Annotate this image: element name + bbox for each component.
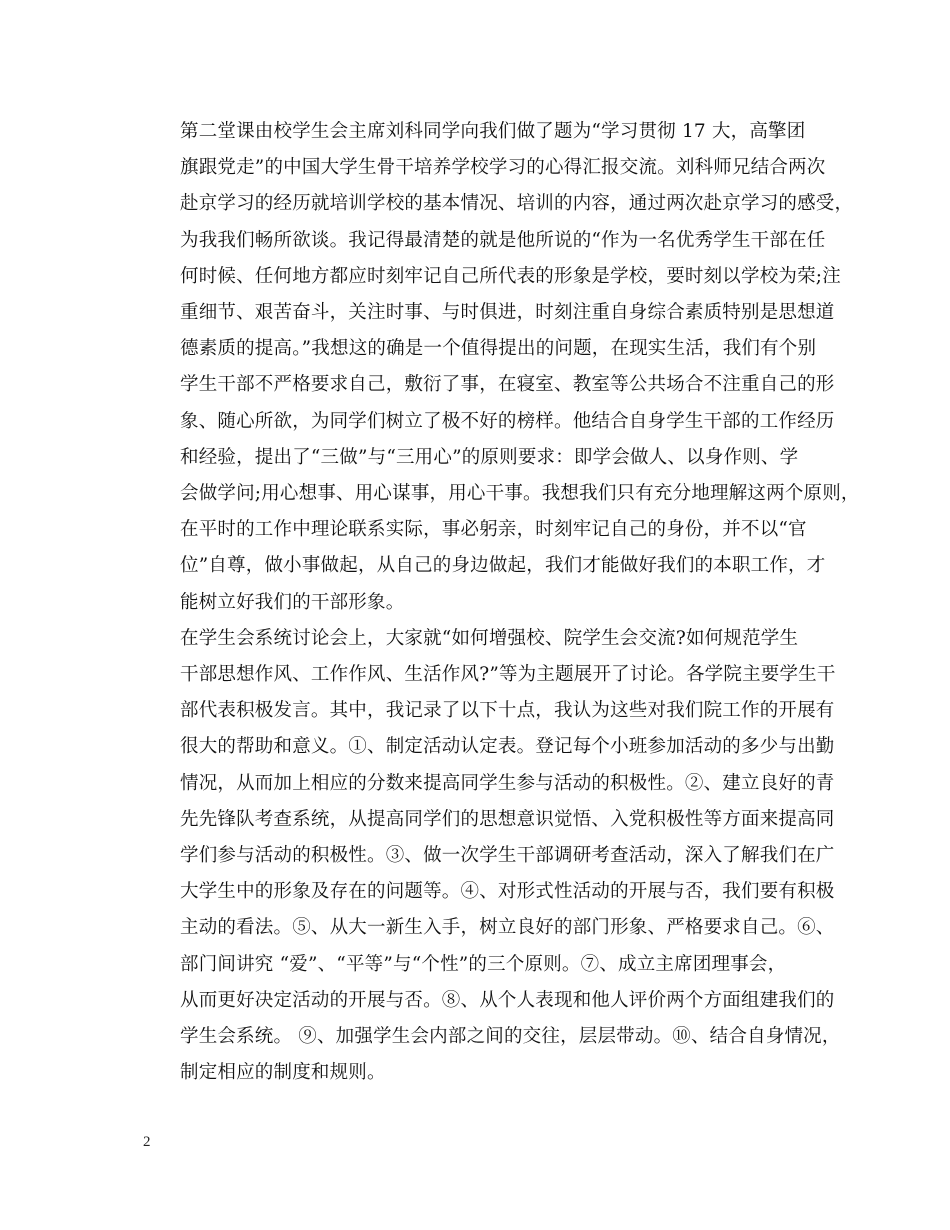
text-line: 学生干部不严格要求自己，敷衍了事，在寝室、教室等公共场合不注重自己的形: [180, 374, 835, 396]
text-line: 第二堂课由校学生会主席刘科同学向我们做了题为“学习贯彻 17 大，高擎团: [180, 121, 806, 142]
text-line: 会做学问;用心想事、用心谋事，用心干事。我想我们只有充分地理解这两个原则，: [180, 483, 860, 505]
text-line: 能树立好我们的干部形象。: [180, 591, 405, 613]
text-line: 很大的帮助和意义。①、制定活动认定表。登记每个小班参加活动的多少与出勤: [180, 736, 835, 758]
text-line: 赴京学习的经历就培训学校的基本情况、培训的内容，通过两次赴京学习的感受，: [180, 193, 854, 215]
paragraph-1: [143, 114, 860, 621]
text-line: 象、随心所欲，为同学们树立了极不好的榜样。他结合自身学生干部的工作经历: [180, 410, 835, 432]
text-line: 学们参与活动的积极性。③、做一次学生干部调研考查活动，深入了解我们在广: [180, 845, 835, 867]
text-line: 为我我们畅所欲谈。我记得最清楚的就是他所说的“作为一名优秀学生干部在任: [180, 229, 826, 251]
text-line: 学生会系统。 ⑨、加强学生会内部之间的交往，层层带动。⑩、结合自身情况，: [180, 1026, 841, 1048]
text-line: 制定相应的制度和规则。: [180, 1062, 386, 1084]
page-number: 2: [143, 1134, 151, 1150]
text-line: 干部思想作风、工作作风、生活作风?”等为主题展开了讨论。各学院主要学生干: [180, 664, 836, 686]
text-line: 先先锋队考查系统，从提高同学们的思想意识觉悟、入党积极性等方面来提高同: [180, 808, 835, 830]
text-line: 在学生会系统讨论会上，大家就“如何增强校、院学生会交流?如何规范学生: [180, 627, 799, 649]
text-line: 重细节、艰苦奋斗，关注时事、与时俱进，时刻注重自身综合素质特别是思想道: [180, 302, 835, 324]
text-line: 在平时的工作中理论联系实际，事必躬亲，时刻牢记自己的身份，并不以“官: [180, 519, 807, 541]
text-line: 情况，从而加上相应的分数来提高同学生参与活动的积极性。②、建立良好的青: [180, 772, 835, 794]
text-line: 大学生中的形象及存在的问题等。④、对形式性活动的开展与否，我们要有积极: [180, 881, 835, 903]
text-line: 从而更好决定活动的开展与否。⑧、从个人表现和他人评价两个方面组建我们的: [180, 989, 835, 1011]
text-line: 何时候、任何地方都应时刻牢记自己所代表的形象是学校，要时刻以学校为荣;注: [180, 265, 841, 287]
paragraph-2: [143, 621, 841, 1092]
text-line: 旗跟党走”的中国大学生骨干培养学校学习的心得汇报交流。刘科师兄结合两次: [180, 157, 826, 179]
text-line: 主动的看法。⑤、从大一新生入手，树立良好的部门形象、严格要求自己。⑥、: [180, 917, 835, 939]
text-line: 和经验，提出了“三做”与“三用心”的原则要求：即学会做人、以身作则、学: [180, 446, 799, 468]
document-body: [143, 114, 860, 1091]
text-line: 德素质的提高。”我想这的确是一个值得提出的问题，在现实生活，我们有个别: [180, 338, 817, 360]
text-line: 部门间讲究 “爱”、“平等”与“个性”的三个原则。⑦、成立主席团理事会，: [180, 953, 787, 975]
text-line: 部代表积极发言。其中，我记录了以下十点，我认为这些对我们院工作的开展有: [180, 700, 835, 722]
text-line: 位”自尊，做小事做起，从自己的身边做起，我们才能做好我们的本职工作，才: [180, 555, 826, 577]
